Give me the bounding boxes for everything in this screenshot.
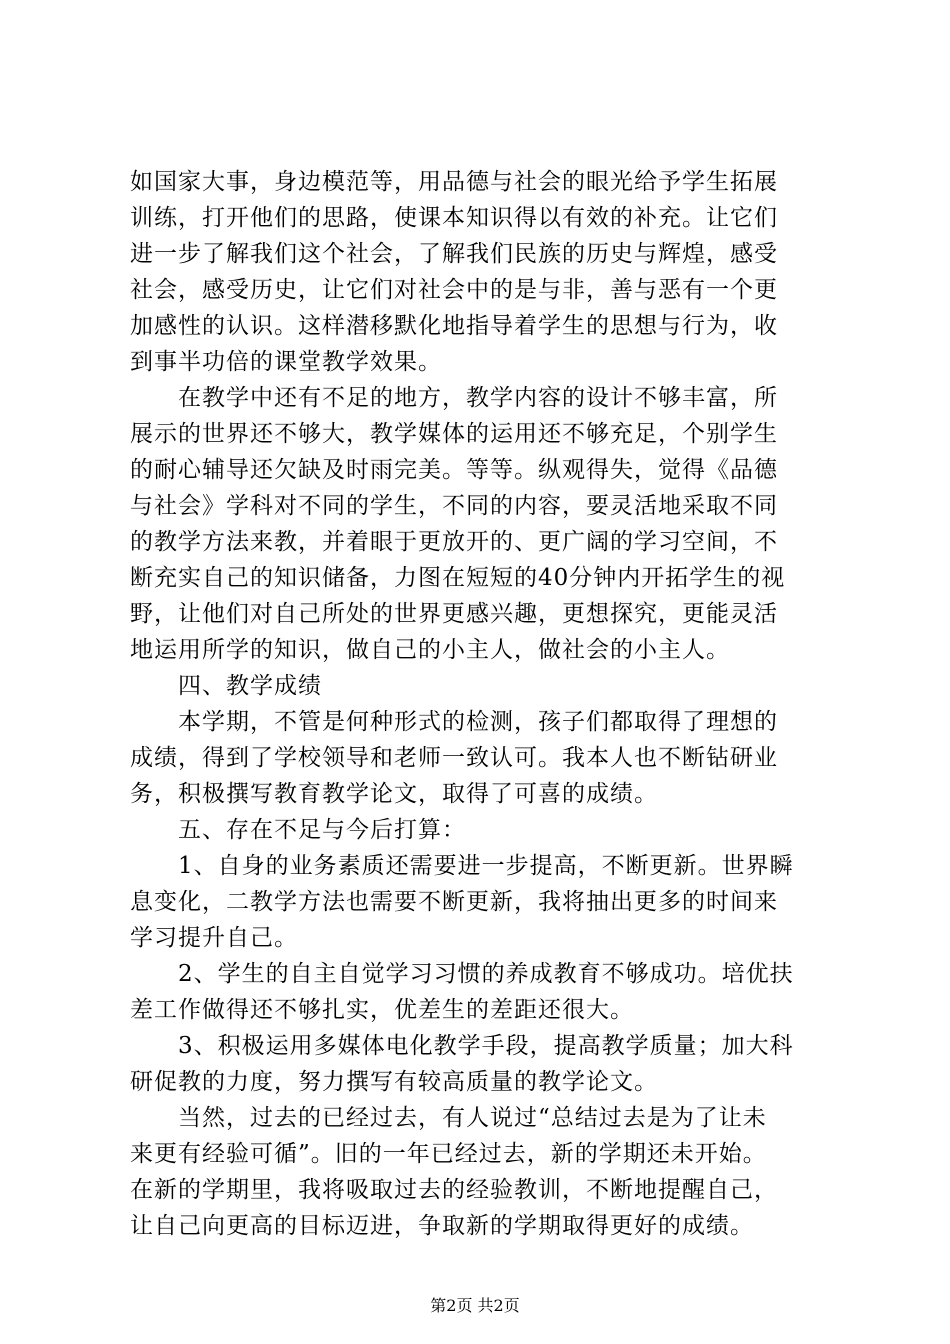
text-line: 务，积极撰写教育教学论文，取得了可喜的成绩。 bbox=[130, 781, 658, 807]
text-line: 1、自身的业务素质还需要进一步提高，不断更新。世界瞬 bbox=[130, 853, 794, 879]
text-line: 学习提升自己。 bbox=[130, 925, 298, 951]
text-line: 野，让他们对自己所处的世界更感兴趣，更想探究，更能灵活 bbox=[130, 601, 778, 627]
text-line: 差工作做得还不够扎实，优差生的差距还很大。 bbox=[130, 997, 634, 1023]
section-heading: 四、教学成绩 bbox=[130, 673, 322, 699]
text-line: 3、积极运用多媒体电化教学手段，提高教学质量；加大科 bbox=[130, 1033, 794, 1059]
text-line: 如国家大事，身边模范等，用品德与社会的眼光给予学生拓展 bbox=[130, 169, 778, 195]
text-line: 训练，打开他们的思路，使课本知识得以有效的补充。让它们 bbox=[130, 205, 778, 231]
text-line: 让自己向更高的目标迈进，争取新的学期取得更好的成绩。 bbox=[130, 1213, 754, 1239]
text-line: 社会，感受历史，让它们对社会中的是与非，善与恶有一个更 bbox=[130, 277, 778, 303]
text-line: 与社会》学科对不同的学生，不同的内容，要灵活地采取不同 bbox=[130, 493, 778, 519]
text-line: 来更有经验可循”。旧的一年已经过去，新的学期还未开始。 bbox=[130, 1141, 767, 1167]
page-number-label: 第2页 共2页 bbox=[430, 1296, 520, 1315]
text-line: 研促教的力度，努力撰写有较高质量的教学论文。 bbox=[130, 1069, 658, 1095]
text-line: 本学期，不管是何种形式的检测，孩子们都取得了理想的 bbox=[130, 709, 778, 735]
text-line: 息变化，二教学方法也需要不断更新，我将抽出更多的时间来 bbox=[130, 889, 778, 915]
text-line: 的耐心辅导还欠缺及时雨完美。等等。纵观得失，觉得《品德 bbox=[130, 457, 778, 483]
text-line: 在教学中还有不足的地方，教学内容的设计不够丰富，所 bbox=[130, 385, 778, 411]
text-line: 进一步了解我们这个社会，了解我们民族的历史与辉煌，感受 bbox=[130, 241, 778, 267]
text-line: 当然，过去的已经过去，有人说过“总结过去是为了让未 bbox=[130, 1105, 767, 1131]
document-body bbox=[130, 164, 820, 1244]
text-line: 2、学生的自主自觉学习习惯的养成教育不够成功。培优扶 bbox=[130, 961, 794, 987]
section-heading: 五、存在不足与今后打算： bbox=[130, 817, 466, 843]
text-line: 展示的世界还不够大，教学媒体的运用还不够充足，个别学生 bbox=[130, 421, 778, 447]
text-line: 到事半功倍的课堂教学效果。 bbox=[130, 349, 442, 375]
text-line: 成绩，得到了学校领导和老师一致认可。我本人也不断钻研业 bbox=[130, 745, 778, 771]
text-line: 在新的学期里，我将吸取过去的经验教训，不断地提醒自己， bbox=[130, 1177, 778, 1203]
text-line: 加感性的认识。这样潜移默化地指导着学生的思想与行为，收 bbox=[130, 313, 778, 339]
text-line: 断充实自己的知识储备，力图在短短的40分钟内开拓学生的视 bbox=[130, 565, 786, 591]
text-line: 的教学方法来教，并着眼于更放开的、更广阔的学习空间，不 bbox=[130, 529, 778, 555]
text-line: 地运用所学的知识，做自己的小主人，做社会的小主人。 bbox=[130, 637, 730, 663]
page-footer bbox=[0, 1296, 950, 1316]
